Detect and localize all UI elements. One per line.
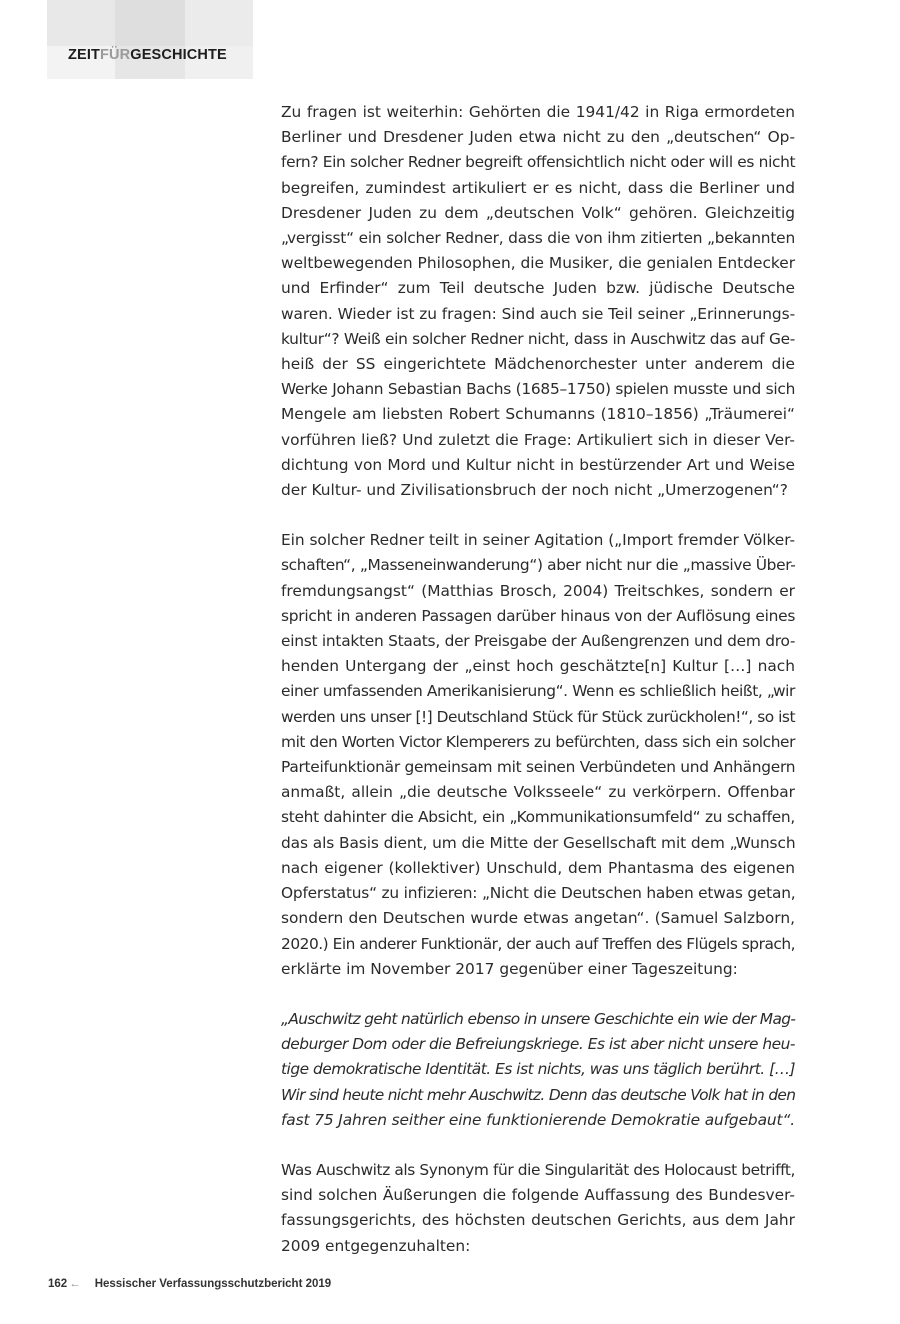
text-line: einer umfassenden Amerikanisierung“. Wenn es schließlich heißt, „wir	[281, 682, 795, 701]
article-body	[281, 100, 795, 1284]
text-line: heiß der SS eingerichtete Mädchenorchester unter anderem die	[281, 355, 795, 374]
text-line: „vergisst“ ein solcher Redner, dass die von ihm zitierten „bekannten	[281, 229, 795, 248]
text-line: Ein solcher Redner teilt in seiner Agitation („Import fremder Völker-	[281, 531, 795, 550]
text-line: fast 75 Jahren seither eine funktionierende Demokratie aufgebaut“.	[281, 1110, 796, 1129]
page-number: 162	[48, 1278, 68, 1290]
text-line: und Erfinder“ zum Teil deutsche Juden bzw. jüdische Deutsche	[281, 279, 795, 298]
text-line: sondern den Deutschen wurde etwas angetan“. (Samuel Salzborn,	[281, 909, 795, 928]
text-line: Werke Johann Sebastian Bachs (1685–1750) spielen musste und sich	[281, 380, 796, 399]
text-line: kultur“? Weiß ein solcher Redner nicht, dass in Auschwitz das auf Ge-	[281, 329, 796, 348]
text-line: Opferstatus“ zu infizieren: „Nicht die Deutschen haben etwas getan,	[281, 884, 796, 903]
brand-part-zeit: ZEIT	[68, 47, 101, 63]
text-line: 2009 entgegenzuhalten:	[281, 1236, 471, 1255]
text-line: spricht in anderen Passagen darüber hinaus von der Auflösung eines	[281, 606, 796, 625]
text-line: Berliner und Dresdener Juden etwa nicht zu den „deutschen“ Op-	[281, 128, 795, 147]
banner-tile	[47, 0, 115, 46]
text-line: „Auschwitz geht natürlich ebenso in unsere Geschichte ein wie der Mag-	[281, 1009, 796, 1028]
text-line: Mengele am liebsten Robert Schumanns (1810–1856) „Träumerei“	[281, 405, 795, 424]
page-footer	[48, 1278, 331, 1290]
banner-tile	[115, 0, 185, 46]
text-line: Was Auschwitz als Synonym für die Singularität des Holocaust betrifft,	[281, 1160, 795, 1179]
brand-part-fuer: FÜR	[100, 47, 131, 63]
section-brand-title	[68, 47, 227, 63]
text-line: dichtung von Mord und Kultur nicht in bestürzender Art und Weise	[281, 455, 795, 474]
text-line: deburger Dom oder die Befreiungskriege. Es ist aber nicht unsere heu-	[281, 1035, 795, 1054]
text-line: weltbewegenden Philosophen, die Musiker, die genialen Entdecker	[281, 254, 796, 273]
text-line: fern? Ein solcher Redner begreift offensichtlich nicht oder will es nicht	[281, 153, 796, 172]
text-line: fassungsgerichts, des höchsten deutschen Gerichts, aus dem Jahr	[281, 1211, 795, 1230]
body-paragraph	[281, 528, 795, 982]
text-line: Dresdener Juden zu dem „deutschen Volk“ gehören. Gleichzeitig	[281, 203, 795, 222]
body-paragraph	[281, 1158, 795, 1259]
text-line: Zu fragen ist weiterhin: Gehörten die 1941/42 in Riga ermordeten	[281, 103, 795, 121]
text-line: 2020.) Ein anderer Funktionär, der auch auf Treffen des Flügels sprach,	[281, 934, 796, 953]
text-line: werden uns unser [!] Deutschland Stück für Stück zurückholen!“, so ist	[281, 707, 795, 726]
text-line: steht dahinter die Absicht, ein „Kommunikationsumfeld“ zu schaffen,	[281, 808, 795, 827]
text-line: sind solchen Äußerungen die folgende Auffassung des Bundesver-	[281, 1186, 795, 1205]
banner-tile	[185, 0, 253, 46]
text-line: tige demokratische Identität. Es ist nichts, was uns täglich berührt. […]	[281, 1060, 795, 1079]
text-line: Wir sind heute nicht mehr Auschwitz. Denn das deutsche Volk hat in den	[281, 1085, 796, 1104]
block-quote	[281, 1007, 795, 1133]
body-paragraph	[281, 100, 795, 503]
text-line: Parteifunktionär gemeinsam mit seinen Verbündeten und Anhängern	[281, 758, 796, 777]
header-banner	[47, 0, 253, 79]
text-line: einst intakten Staats, der Preisgabe der Außengrenzen und dem dro-	[281, 632, 796, 651]
text-line: das als Basis dient, um die Mitte der Gesellschaft mit dem „Wunsch	[281, 833, 796, 852]
text-line: begreifen, zumindest artikuliert er es nicht, dass die Berliner und	[281, 178, 795, 197]
text-line: henden Untergang der „einst hoch geschätzte[n] Kultur […] nach	[281, 657, 795, 676]
text-line: vorführen ließ? Und zuletzt die Frage: Artikuliert sich in dieser Ver-	[281, 430, 795, 449]
text-line: fremdungsangst“ (Matthias Brosch, 2004) Treitschkes, sondern er	[281, 581, 795, 600]
text-line: schaften“, „Masseneinwanderung“) aber nicht nur die „massive Über-	[281, 556, 796, 575]
text-line: der Kultur- und Zivilisationsbruch der noch nicht „Umerzogenen“?	[281, 481, 788, 500]
text-line: mit den Worten Victor Klemperers zu befürchten, dass sich ein solcher	[281, 732, 795, 751]
back-arrow-icon[interactable]: ←	[69, 1278, 81, 1290]
text-line: nach eigener (kollektiver) Unschuld, dem Phantasma des eigenen	[281, 858, 795, 877]
publication-title: Hessischer Verfassungsschutzbericht 2019	[94, 1278, 332, 1290]
brand-part-geschichte: GESCHICHTE	[130, 47, 227, 63]
text-line: erklärte im November 2017 gegenüber einer Tageszeitung:	[281, 959, 738, 978]
text-line: waren. Wieder ist zu fragen: Sind auch sie Teil seiner „Erinnerungs-	[281, 304, 796, 323]
text-line: anmaßt, allein „die deutsche Volksseele“ zu verkörpern. Offenbar	[281, 783, 795, 802]
